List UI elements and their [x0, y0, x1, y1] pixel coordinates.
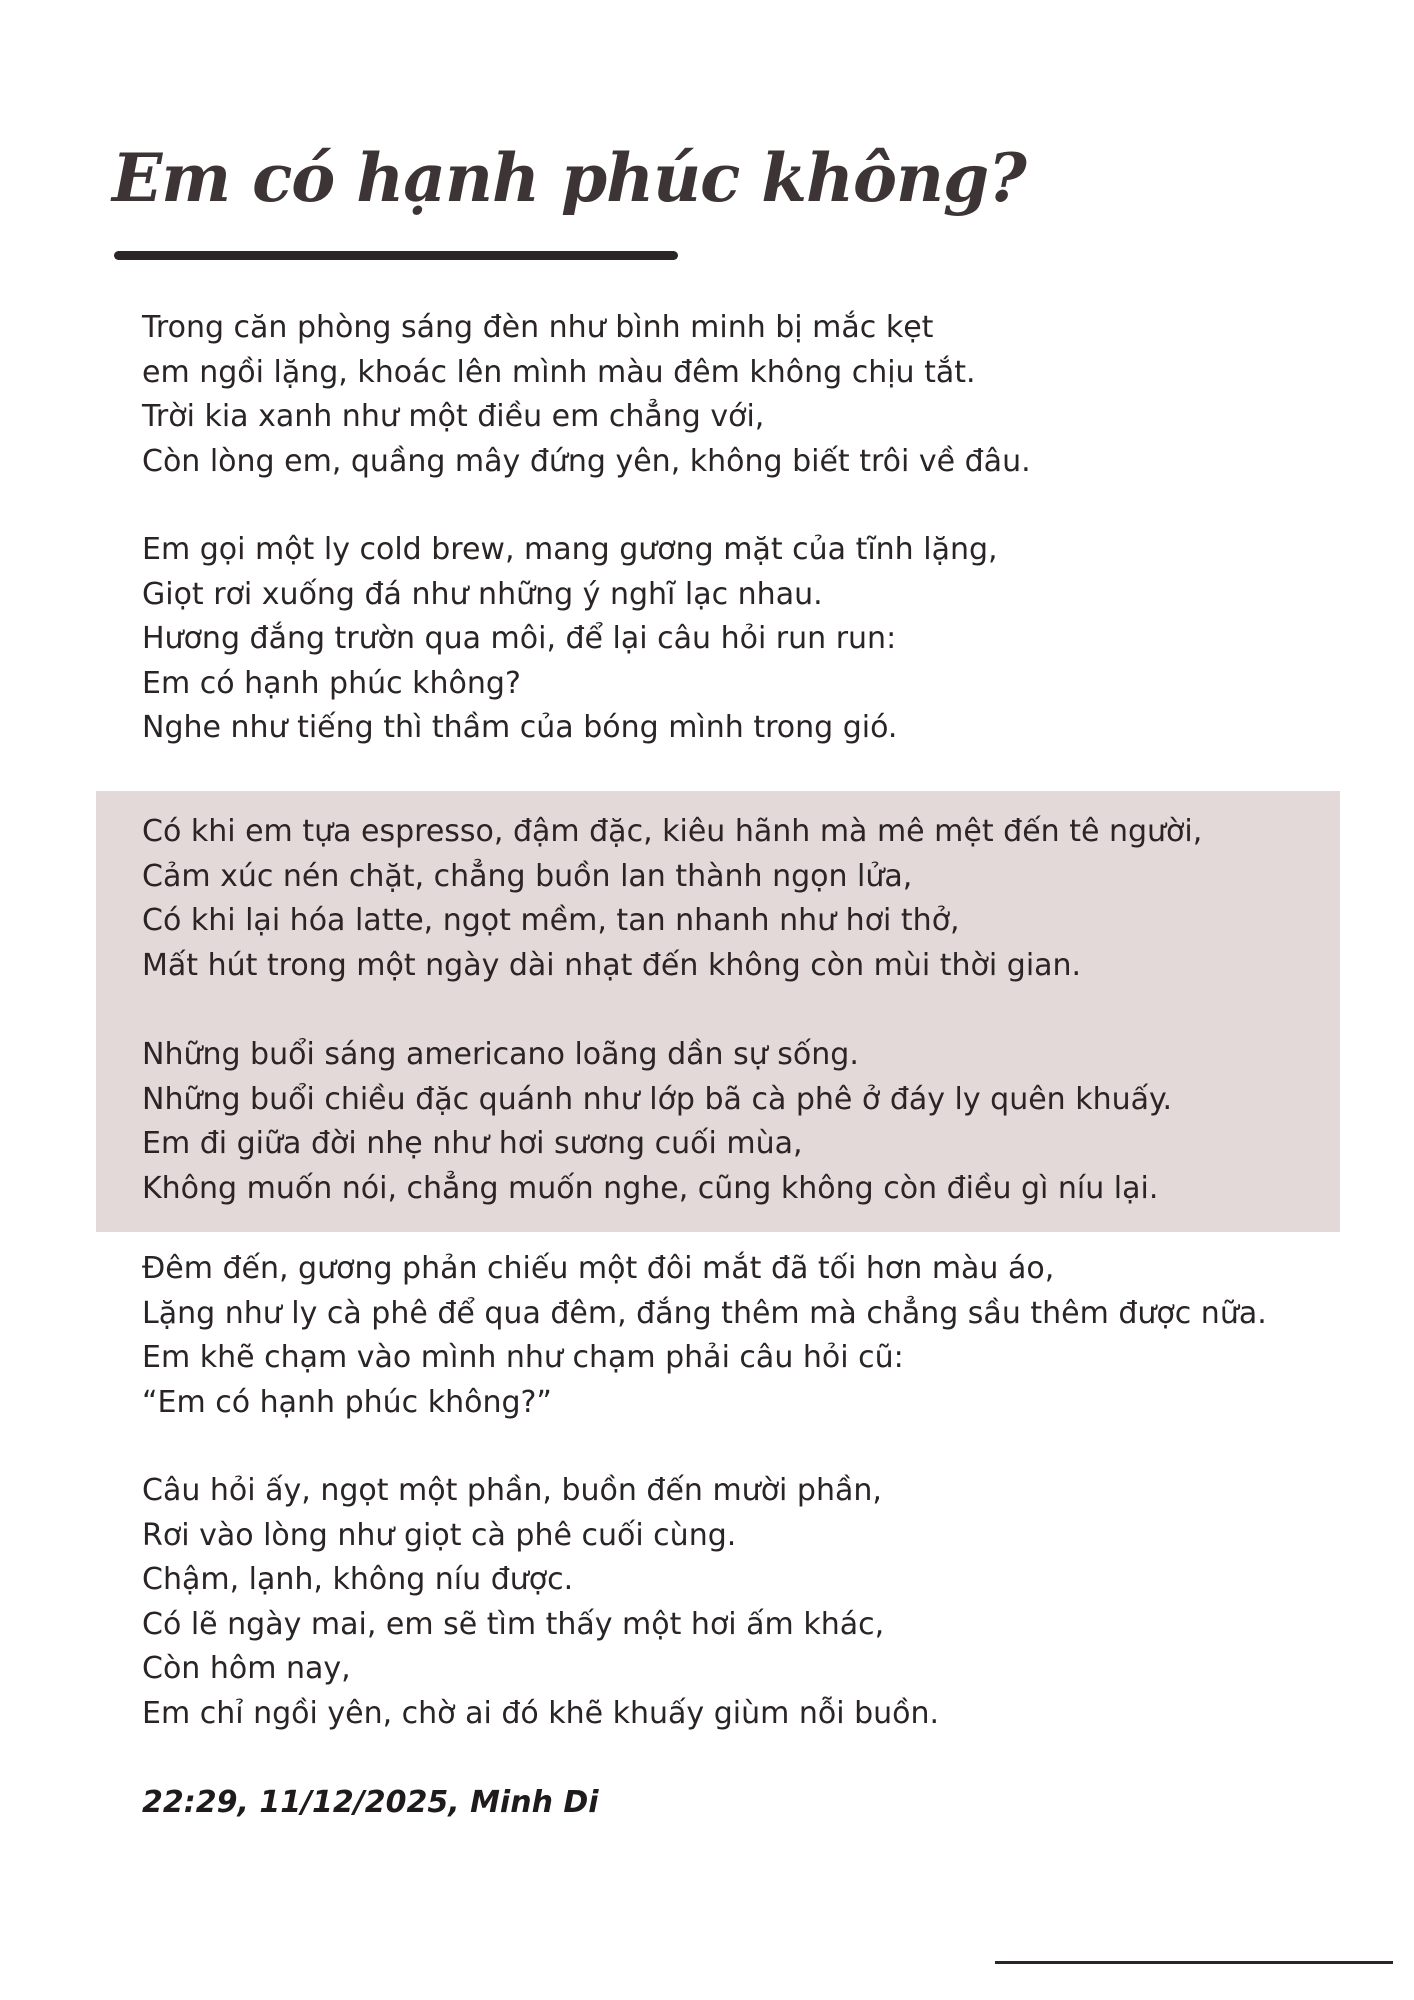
poem-line: Cảm xúc nén chặt, chẳng buồn lan thành ngọn lửa, — [142, 858, 913, 894]
poem-line: Câu hỏi ấy, ngọt một phần, buồn đến mười phần, — [142, 1473, 882, 1508]
poem-line: Còn lòng em, quầng mây đứng yên, không biết trôi về đâu. — [142, 443, 1031, 479]
stanza-5 — [142, 1247, 1267, 1425]
poem-title: Em có hạnh phúc không? — [112, 139, 1026, 217]
poem-line: Có khi em tựa espresso, đậm đặc, kiêu hãnh mà mê mệt đến tê người, — [142, 814, 1203, 849]
poem-line: Em khẽ chạm vào mình như chạm phải câu hỏi cũ: — [142, 1340, 904, 1375]
poem-line: Có khi lại hóa latte, ngọt mềm, tan nhanh như hơi thở, — [142, 903, 960, 938]
stanza-4 — [142, 1033, 1172, 1211]
poem-line: Những buổi sáng americano loãng dần sự sống. — [142, 1037, 859, 1072]
poem-line: Trong căn phòng sáng đèn như bình minh bị mắc kẹt — [142, 310, 934, 345]
poem-line: Còn hôm nay, — [142, 1651, 351, 1686]
stanza-2 — [142, 528, 998, 751]
poem-line: Đêm đến, gương phản chiếu một đôi mắt đã tối hơn màu áo, — [142, 1251, 1055, 1286]
poem-line: Hương đắng trườn qua môi, để lại câu hỏi run run: — [142, 621, 897, 656]
stanza-1 — [142, 306, 1031, 484]
poem-line: “Em có hạnh phúc không?” — [142, 1384, 552, 1420]
poem-line: Có lẽ ngày mai, em sẽ tìm thấy một hơi ấm khác, — [142, 1606, 885, 1642]
poem-line: Em đi giữa đời nhẹ như hơi sương cuối mùa, — [142, 1126, 803, 1161]
poem-line: Không muốn nói, chẳng muốn nghe, cũng không còn điều gì níu lại. — [142, 1170, 1159, 1206]
poem-line: Trời kia xanh như một điều em chẳng với, — [142, 399, 765, 434]
poem-line: Giọt rơi xuống đá như những ý nghĩ lạc nhau. — [142, 576, 823, 612]
poem-line: Em chỉ ngồi yên, chờ ai đó khẽ khuấy giùm nỗi buồn. — [142, 1695, 940, 1731]
poem-line: Em gọi một ly cold brew, mang gương mặt của tĩnh lặng, — [142, 532, 998, 567]
poem-line: Mất hút trong một ngày dài nhạt đến không còn mùi thời gian. — [142, 947, 1082, 983]
stanza-3 — [142, 810, 1202, 988]
poem-line: Lặng như ly cà phê để qua đêm, đắng thêm mà chẳng sầu thêm được nữa. — [142, 1295, 1267, 1331]
signature: 22:29, 11/12/2025, Minh Di — [142, 1785, 599, 1820]
stanza-6 — [142, 1469, 939, 1736]
poem-line: Những buổi chiều đặc quánh như lớp bã cà phê ở đáy ly quên khuấy. — [142, 1081, 1173, 1117]
poem-line: em ngồi lặng, khoác lên mình màu đêm không chịu tắt. — [142, 354, 976, 390]
poem-line: Nghe như tiếng thì thầm của bóng mình trong gió. — [142, 710, 898, 745]
poem-line: Rơi vào lòng như giọt cà phê cuối cùng. — [142, 1517, 737, 1553]
poem-line: Em có hạnh phúc không? — [142, 665, 521, 701]
poem-line: Chậm, lạnh, không níu được. — [142, 1562, 574, 1597]
footer-rule — [995, 1961, 1393, 1964]
title-underline — [114, 251, 678, 260]
